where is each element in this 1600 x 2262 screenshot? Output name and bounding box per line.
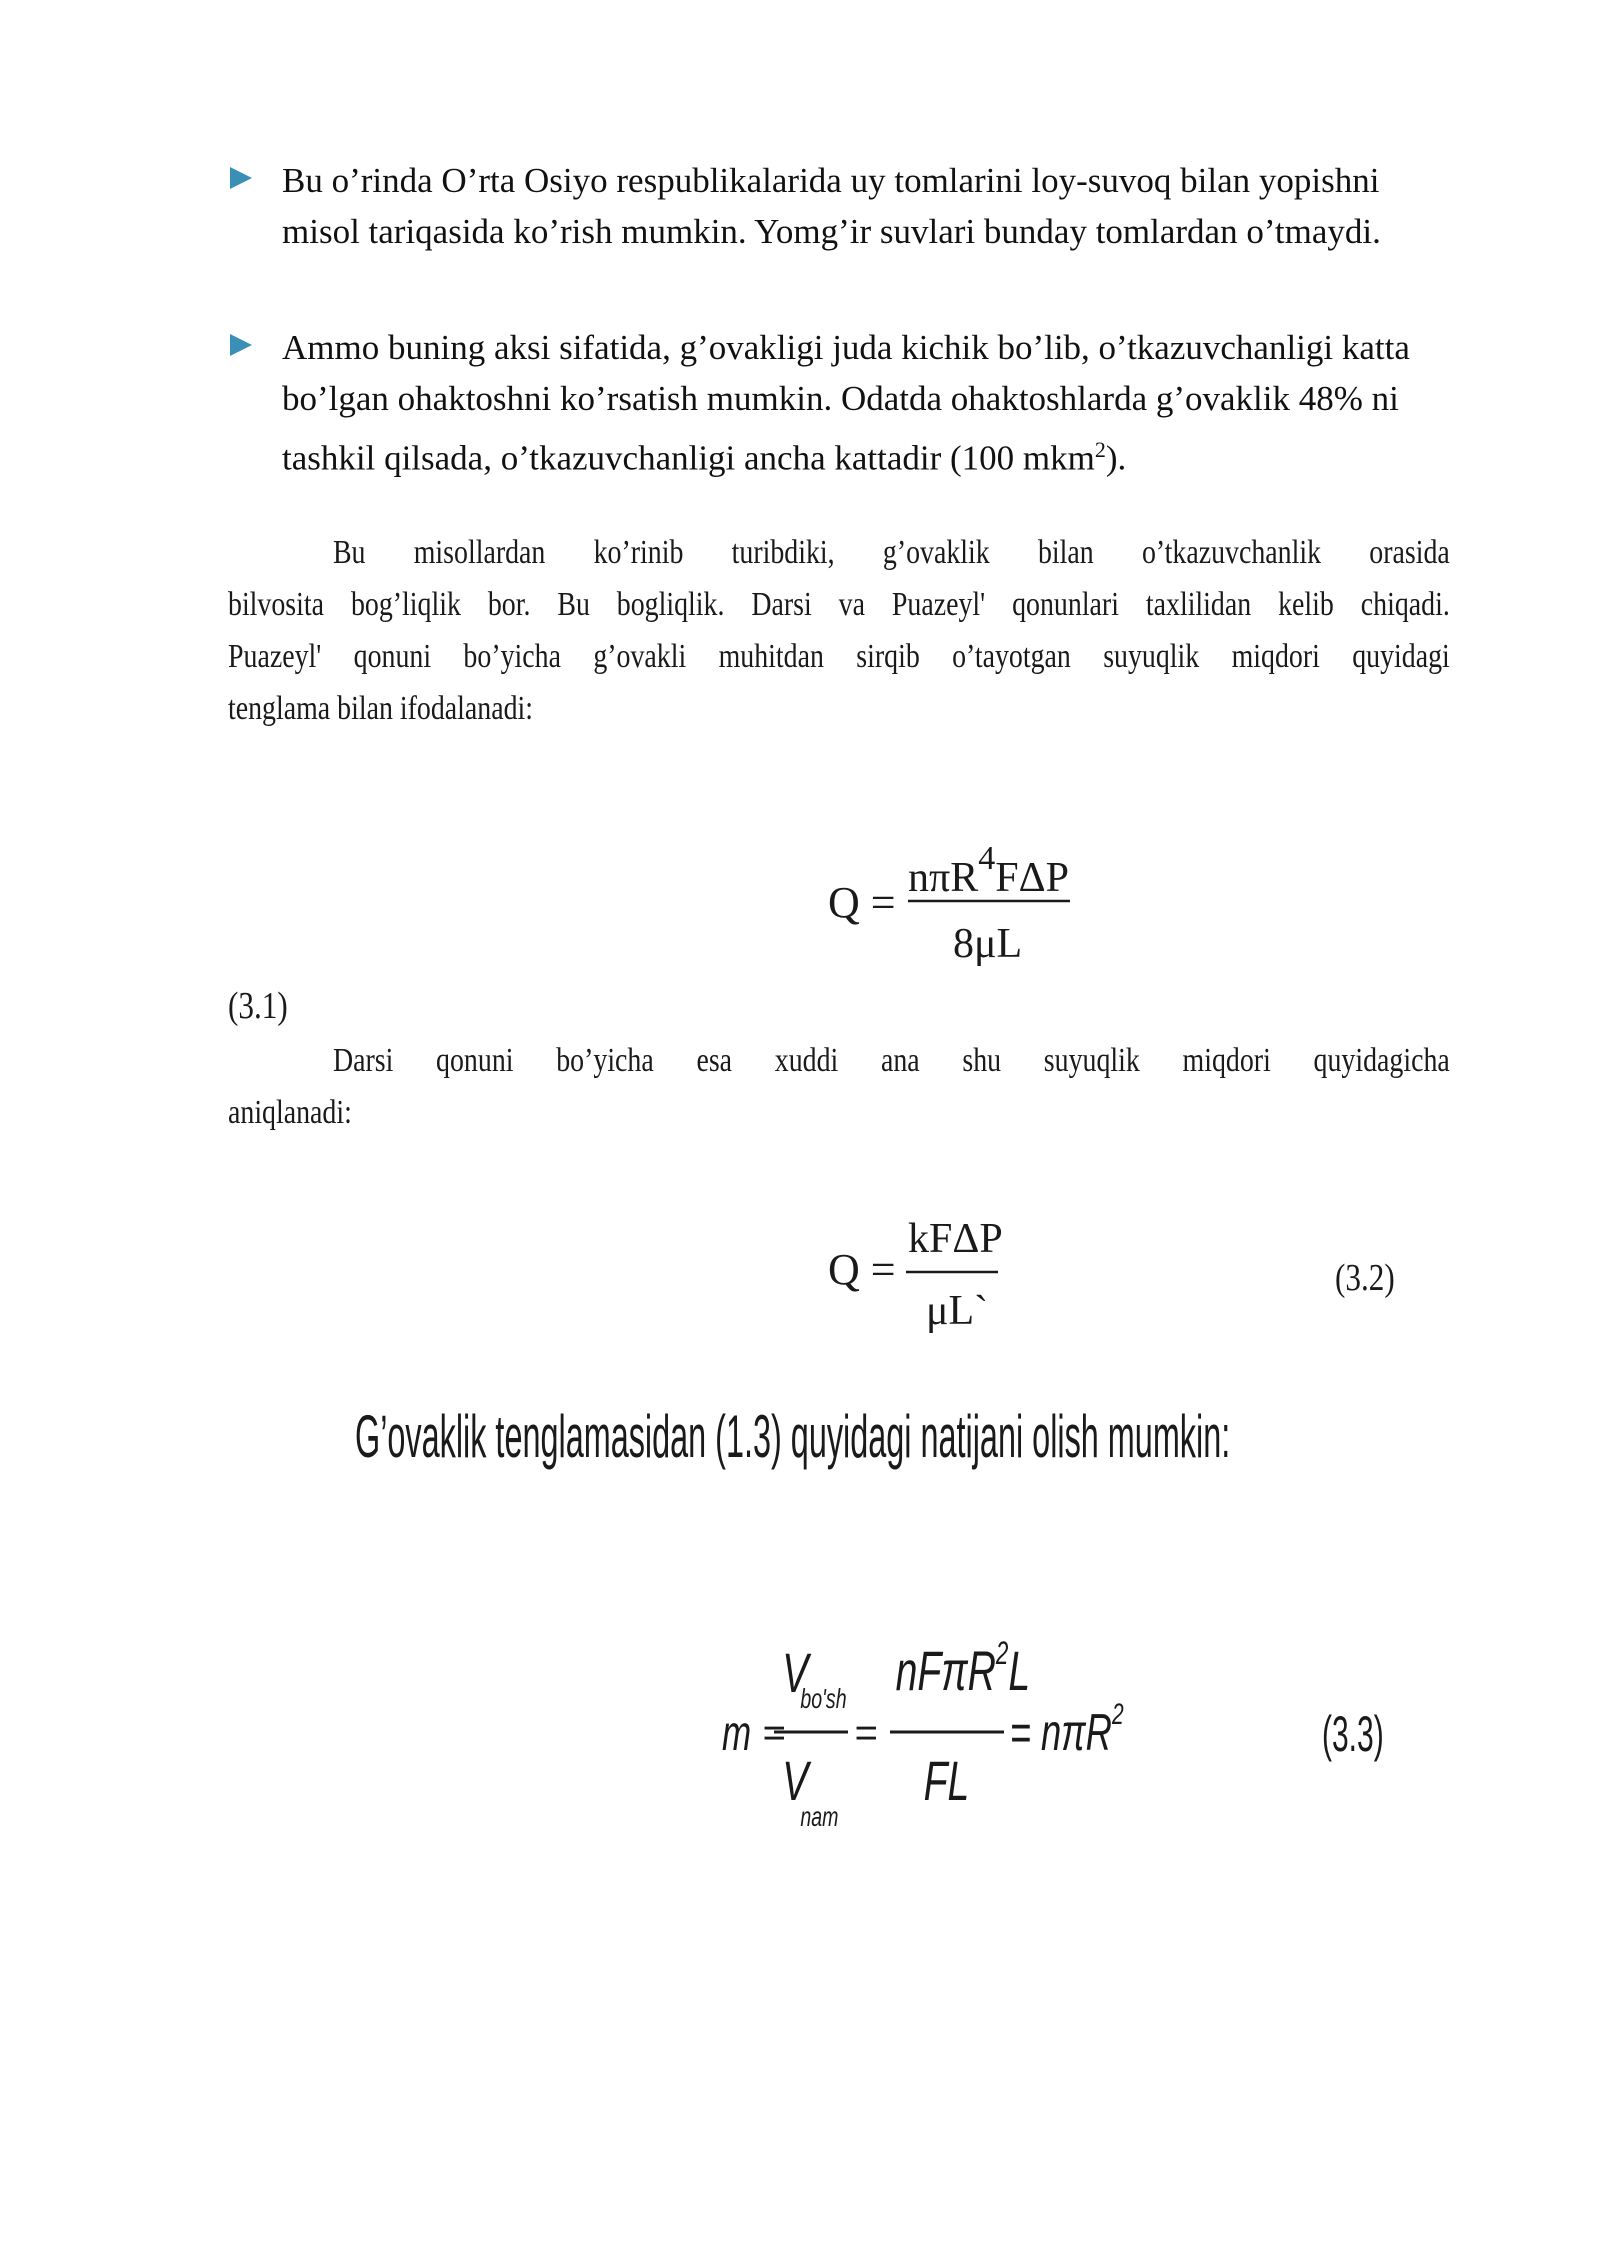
equation-numerator: nπR$^4$FΔP [908,840,1069,901]
paragraph-line: aniqlanadi: [228,1094,352,1131]
equation-number: (3.3) [1322,1706,1384,1762]
superscript: 2 [1094,437,1106,462]
bullet-text [282,322,1450,484]
bullet-item [230,155,1450,257]
equation-poiseuille [828,835,1088,980]
equals-sign: = [854,1711,878,1755]
paragraph-darcy [228,1035,1450,1139]
volume-symbol: V [782,1750,809,1813]
equation-numerator: nFπR$^2$L [895,1640,1031,1703]
equation-numerator: kFΔP [908,1216,1003,1262]
bullet-text: Bu o’rinda O’rta Osiyo respublikalarida uy tomlarini loy-suvoq bilan yopishni misol tariqasida ko’rish mumkin. Yomg’ir suvlari bunday tomlardan o’tmaydi. [282,161,1381,251]
equation-lhs: Q = [828,878,896,927]
paragraph-line: Puazeyl' qonuni bo’yicha g’ovakli muhitdan sirqib o’tayotgan suyuqlik miqdori quyidagi [228,638,1450,675]
equation-denominator: μL` [926,1288,989,1334]
bullet-text-main: Ammo buning aksi sifatida, g’ovakligi juda kichik bo’lib, o’tkazuvchanligi katta bo’lgan ohaktoshni ko’rsatish mumkin. Odatda ohaktoshlarda g’ovaklik 48% ni tashkil qilsada, o’tkazuvchanligi ancha kattadir (100 mkm [282,328,1410,478]
equation-denominator: FL [923,1750,970,1813]
paragraph-poiseuille [228,527,1450,735]
bullet-item [230,322,1450,484]
equation-darcy [828,1212,1028,1347]
paragraph-line: tenglama bilan ifodalanadi: [228,690,534,727]
equation-number: (3.1) [228,985,288,1027]
volume-symbol: V [782,1642,809,1705]
volume-subscript: bo'sh [800,1683,847,1715]
volume-subscript: nam [800,1801,839,1833]
equation-rhs: = nπR$^2$ [1009,1698,1124,1762]
triangle-bullet-icon [230,334,252,356]
section-heading: G’ovaklik tenglamasidan (1.3) quyidagi natijani olish mumkin: [355,1403,1231,1470]
equation-number: (3.2) [1335,1257,1395,1299]
paragraph-line: bilvosita bog’liqlik bor. Bu bogliqlik. Darsi va Puazeyl' qonunlari taxlilidan kelib chiqadi. [228,586,1450,623]
paragraph-line: Darsi qonuni bo’yicha esa xuddi ana shu suyuqlik miqdori quyidagicha [332,1042,1450,1079]
paragraph-line: Bu misollardan ko’rinib turibdiki, g’ovaklik bilan o’tkazuvchanlik orasida [332,534,1450,571]
bullet-text-tail: ). [1105,438,1127,478]
equation-denominator: 8μL [953,921,1023,967]
equation-lhs: m [722,1705,752,1762]
triangle-bullet-icon [230,167,252,189]
equation-lhs: Q = [828,1245,896,1294]
equation-porosity [722,1640,1142,1850]
equals-sign: = [762,1711,786,1755]
